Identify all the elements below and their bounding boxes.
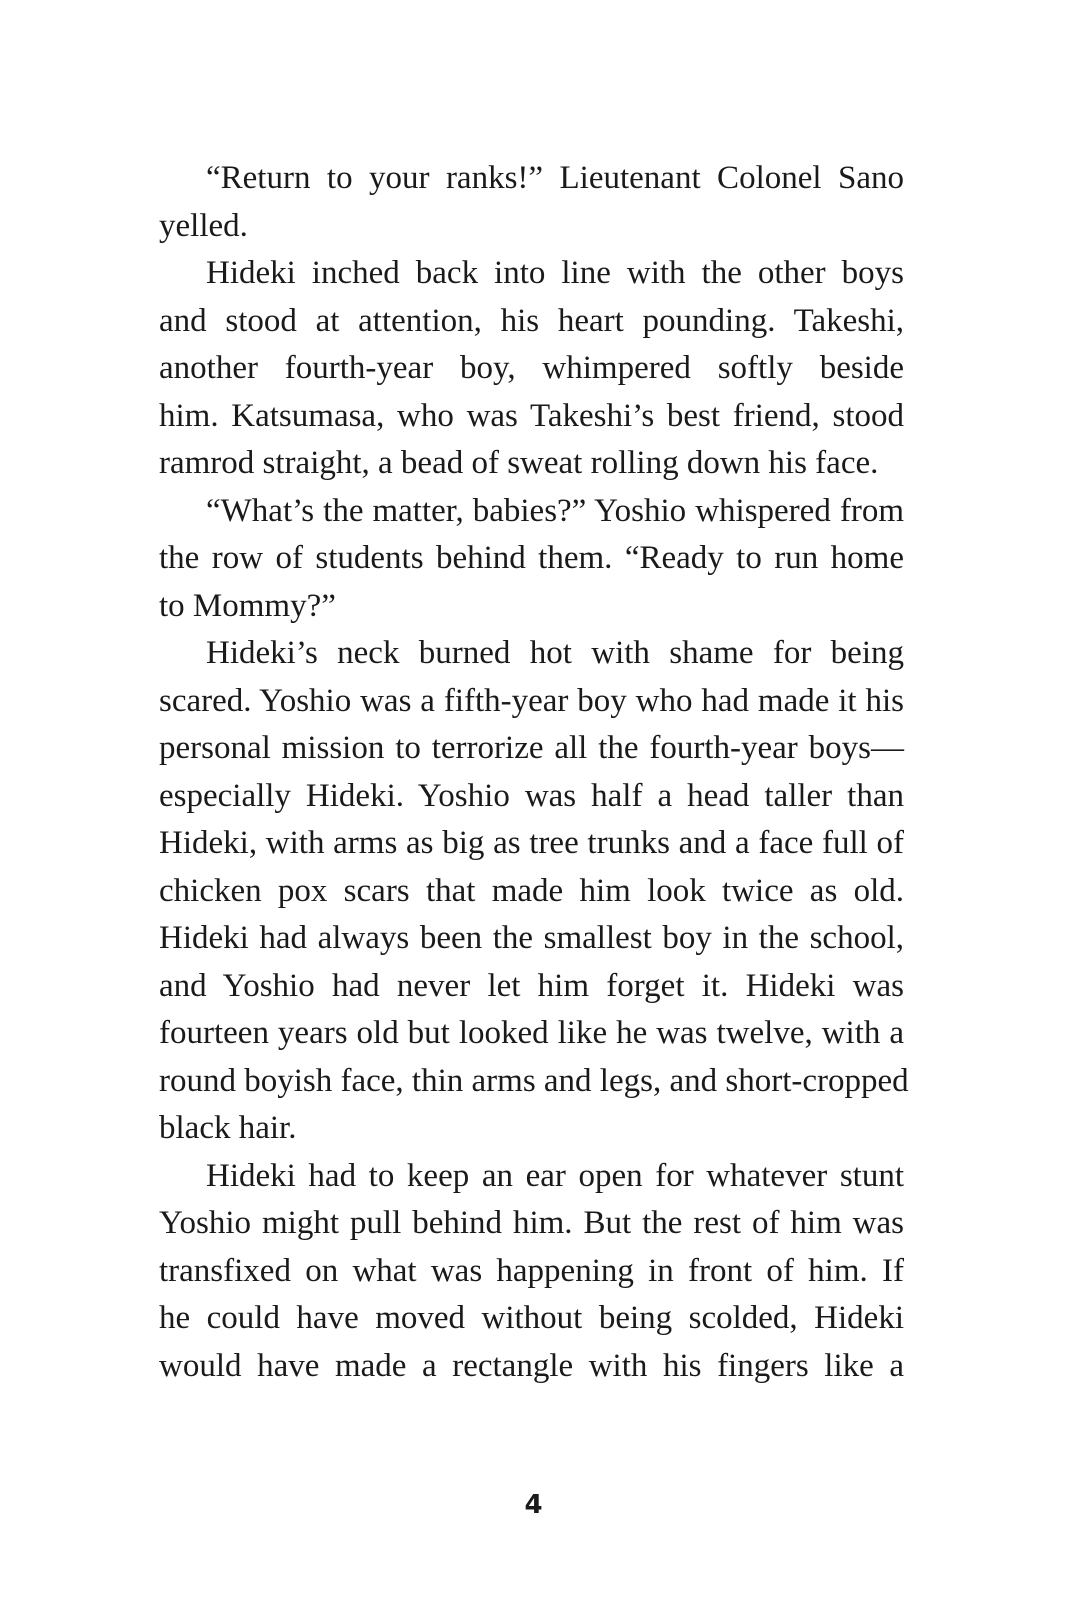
text-line: Hideki’s neck burned hot with shame for being bbox=[206, 635, 904, 671]
text-line: and stood at attention, his heart pounding. Takeshi, bbox=[159, 302, 904, 339]
text-line: especially Hideki. Yoshio was half a head taller than bbox=[159, 777, 904, 814]
paragraph bbox=[159, 155, 904, 250]
text-line: Hideki inched back into line with the other boys bbox=[206, 255, 904, 291]
paragraph bbox=[159, 1153, 904, 1391]
text-line: “What’s the matter, babies?” Yoshio whispered from bbox=[206, 492, 904, 529]
text-line: scared. Yoshio was a fifth-year boy who had made it his bbox=[159, 682, 904, 719]
text-line: fourteen years old but looked like he was twelve, with a bbox=[159, 1015, 904, 1051]
text-line: transfixed on what was happening in front of him. If bbox=[159, 1252, 904, 1289]
text-line: the row of students behind them. “Ready to run home bbox=[159, 540, 904, 576]
text-line: another fourth-year boy, whimpered softly beside bbox=[159, 350, 904, 386]
text-line: ramrod straight, a bead of sweat rolling down his face. bbox=[159, 445, 879, 481]
text-line: he could have moved without being scolded, Hideki bbox=[159, 1300, 904, 1336]
text-line: Hideki had to keep an ear open for whatever stunt bbox=[206, 1157, 904, 1194]
text-line: to Mommy?” bbox=[159, 587, 336, 624]
text-line: black hair. bbox=[159, 1110, 297, 1146]
paragraph bbox=[159, 630, 909, 1153]
page-number: 4 bbox=[524, 1490, 543, 1520]
text-line: would have made a rectangle with his fingers like a bbox=[159, 1347, 904, 1384]
text-line: him. Katsumasa, who was Takeshi’s best friend, stood bbox=[159, 397, 904, 434]
text-line: and Yoshio had never let him forget it. Hideki was bbox=[159, 967, 904, 1004]
paragraph bbox=[159, 488, 904, 631]
text-line: Hideki, with arms as big as tree trunks and a face full of bbox=[159, 825, 904, 861]
paragraph bbox=[159, 250, 904, 488]
text-line: yelled. bbox=[159, 207, 248, 244]
text-line: “Return to your ranks!” Lieutenant Colonel Sano bbox=[206, 160, 904, 196]
text-line: Hideki had always been the smallest boy in the school, bbox=[159, 920, 904, 956]
text-line: round boyish face, thin arms and legs, and short-cropped bbox=[159, 1062, 909, 1099]
body-text bbox=[159, 155, 909, 1390]
text-line: Yoshio might pull behind him. But the rest of him was bbox=[159, 1205, 904, 1241]
text-line: chicken pox scars that made him look twice as old. bbox=[159, 872, 904, 909]
text-line: personal mission to terrorize all the fourth-year boys— bbox=[159, 730, 904, 766]
